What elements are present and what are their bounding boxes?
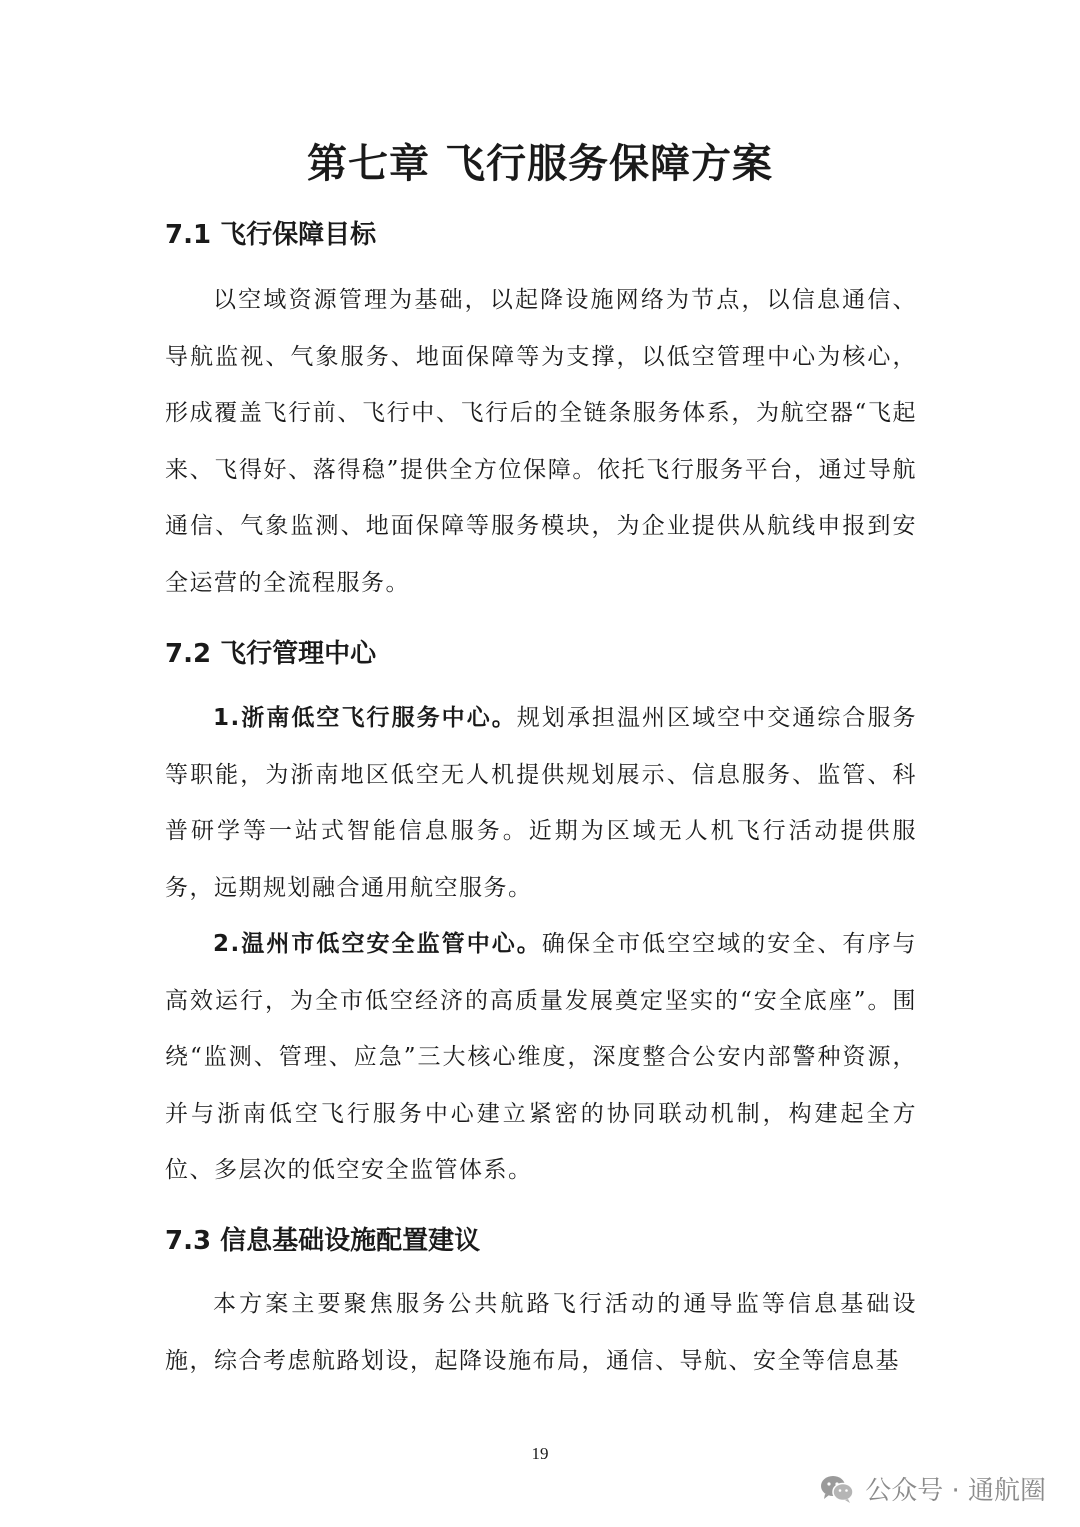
paragraph-7-1 <box>165 272 917 611</box>
paragraph-7-2-item-2 <box>165 916 917 1199</box>
paragraph-text: 确保全市低空空域的安全、有序与高效运行，为全市低空经济的高质量发展奠定坚实的“安全底座”。围绕“监测、管理、应急”三大核心维度，深度整合公安内部警种资源，并与浙南低空飞行服务中心建立紧密的协同联动机制，构建起全方位、多层次的低空安全监管体系。 <box>165 931 917 1183</box>
section-heading-7-1: 7.1 飞行保障目标 <box>165 220 377 250</box>
watermark-text: 公众号 · 通航圈 <box>865 1476 1046 1506</box>
paragraph-lead: 1.浙南低空飞行服务中心。 <box>213 705 517 731</box>
chapter-title: 第七章 飞行服务保障方案 <box>307 141 773 187</box>
section-heading-7-2: 7.2 飞行管理中心 <box>165 639 377 669</box>
paragraph-7-2-item-1 <box>165 690 917 916</box>
paragraph-text: 规划承担温州区域空中交通综合服务等职能，为浙南地区低空无人机提供规划展示、信息服务、监管、科普研学等一站式智能信息服务。近期为区域无人机飞行活动提供服务，远期规划融合通用航空服务。 <box>165 705 917 901</box>
wechat-icon <box>819 1474 855 1504</box>
watermark <box>819 1470 1046 1507</box>
page-number: 19 <box>531 1444 549 1463</box>
paragraph-text: 以空域资源管理为基础，以起降设施网络为节点，以信息通信、导航监视、气象服务、地面保障等为支撑，以低空管理中心为核心，形成覆盖飞行前、飞行中、飞行后的全链条服务体系，为航空器“飞起来、飞得好、落得稳”提供全方位保障。依托飞行服务平台，通过导航通信、气象监测、地面保障等服务模块，为企业提供从航线申报到安全运营的全流程服务。 <box>165 287 917 596</box>
paragraph-text: 本方案主要聚焦服务公共航路飞行活动的通导监等信息基础设施，综合考虑航路划设，起降设施布局，通信、导航、安全等信息基 <box>165 1291 917 1374</box>
section-heading-7-3: 7.3 信息基础设施配置建议 <box>165 1226 481 1256</box>
paragraph-lead: 2.温州市低空安全监管中心。 <box>213 931 542 957</box>
paragraph-7-3 <box>165 1276 917 1389</box>
